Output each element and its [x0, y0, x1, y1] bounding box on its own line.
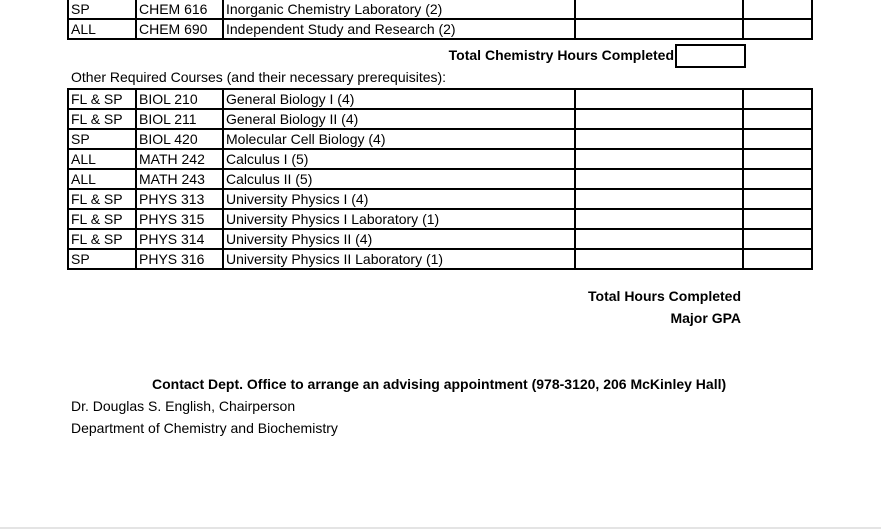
- table-row: [68, 169, 812, 189]
- term-cell: FL & SP: [68, 109, 136, 129]
- grade-cell[interactable]: [575, 229, 743, 249]
- term-cell: FL & SP: [68, 89, 136, 109]
- table-row: [68, 109, 812, 129]
- grade-cell[interactable]: [575, 89, 743, 109]
- other-courses-table: [67, 88, 813, 270]
- course-title-cell: University Physics I Laboratory (1): [223, 209, 575, 229]
- table-row: [68, 189, 812, 209]
- hours-cell[interactable]: [743, 0, 812, 19]
- course-number-cell: PHYS 314: [136, 229, 223, 249]
- course-title-cell: Molecular Cell Biology (4): [223, 129, 575, 149]
- grade-cell[interactable]: [575, 209, 743, 229]
- course-title-cell: General Biology II (4): [223, 109, 575, 129]
- grade-cell[interactable]: [575, 189, 743, 209]
- grade-cell[interactable]: [575, 169, 743, 189]
- grade-cell[interactable]: [575, 0, 743, 19]
- total-chemistry-hours-box[interactable]: [675, 44, 746, 68]
- course-number-cell: PHYS 315: [136, 209, 223, 229]
- course-title-cell: University Physics I (4): [223, 189, 575, 209]
- chemistry-courses-table: [67, 0, 813, 40]
- hours-cell[interactable]: [743, 189, 812, 209]
- table-row: [68, 149, 812, 169]
- table-row: [68, 229, 812, 249]
- course-number-cell: CHEM 690: [136, 19, 223, 39]
- term-cell: SP: [68, 129, 136, 149]
- term-cell: SP: [68, 249, 136, 269]
- table-row: [68, 249, 812, 269]
- other-courses-heading: Other Required Courses (and their necessary prerequisites):: [71, 69, 447, 85]
- total-hours-label: Total Hours Completed: [588, 288, 741, 304]
- course-number-cell: BIOL 210: [136, 89, 223, 109]
- grade-cell[interactable]: [575, 19, 743, 39]
- term-cell: SP: [68, 0, 136, 19]
- total-chemistry-hours-label: Total Chemistry Hours Completed: [448, 47, 674, 63]
- course-number-cell: PHYS 313: [136, 189, 223, 209]
- hours-cell[interactable]: [743, 19, 812, 39]
- hours-cell[interactable]: [743, 249, 812, 269]
- course-title-cell: Inorganic Chemistry Laboratory (2): [223, 0, 575, 19]
- grade-cell[interactable]: [575, 129, 743, 149]
- grade-cell[interactable]: [575, 249, 743, 269]
- table-row: [68, 19, 812, 39]
- grade-cell[interactable]: [575, 109, 743, 129]
- table-row: [68, 129, 812, 149]
- course-number-cell: MATH 242: [136, 149, 223, 169]
- hours-cell[interactable]: [743, 89, 812, 109]
- major-gpa-label: Major GPA: [670, 310, 741, 326]
- hours-cell[interactable]: [743, 169, 812, 189]
- term-cell: ALL: [68, 149, 136, 169]
- department-line: Department of Chemistry and Biochemistry: [71, 420, 338, 436]
- term-cell: ALL: [68, 169, 136, 189]
- course-title-cell: Calculus II (5): [223, 169, 575, 189]
- course-number-cell: BIOL 211: [136, 109, 223, 129]
- course-number-cell: BIOL 420: [136, 129, 223, 149]
- table-row: [68, 0, 812, 19]
- hours-cell[interactable]: [743, 229, 812, 249]
- contact-note: Contact Dept. Office to arrange an advising appointment (978-3120, 206 McKinley Hall): [152, 376, 727, 392]
- term-cell: ALL: [68, 19, 136, 39]
- course-number-cell: MATH 243: [136, 169, 223, 189]
- course-title-cell: General Biology I (4): [223, 89, 575, 109]
- term-cell: FL & SP: [68, 209, 136, 229]
- term-cell: FL & SP: [68, 229, 136, 249]
- term-cell: FL & SP: [68, 189, 136, 209]
- course-number-cell: CHEM 616: [136, 0, 223, 19]
- hours-cell[interactable]: [743, 149, 812, 169]
- hours-cell[interactable]: [743, 129, 812, 149]
- course-title-cell: University Physics II (4): [223, 229, 575, 249]
- hours-cell[interactable]: [743, 109, 812, 129]
- grade-cell[interactable]: [575, 149, 743, 169]
- hours-cell[interactable]: [743, 209, 812, 229]
- table-row: [68, 209, 812, 229]
- course-title-cell: Calculus I (5): [223, 149, 575, 169]
- table-row: [68, 89, 812, 109]
- course-number-cell: PHYS 316: [136, 249, 223, 269]
- course-title-cell: University Physics II Laboratory (1): [223, 249, 575, 269]
- chairperson-line: Dr. Douglas S. English, Chairperson: [71, 398, 296, 414]
- course-title-cell: Independent Study and Research (2): [223, 19, 575, 39]
